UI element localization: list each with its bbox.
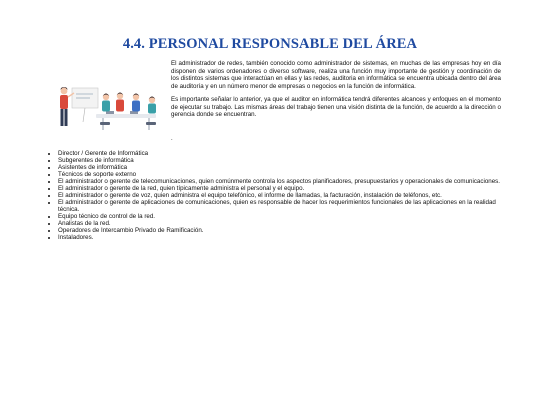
list-item: • Subgerentes de informática (58, 157, 513, 164)
team-meeting-icon (50, 82, 168, 134)
list-item: • El administrador o gerente de telecomunicaciones, quien comúnmente controla los aspectos planificadores, presupuestarios y operacionales de comunicaciones. (58, 178, 513, 185)
intro-text (171, 60, 501, 125)
personnel-list (48, 150, 513, 241)
list-item: • Director / Gerente de Informática (58, 150, 513, 157)
page-title: 4.4. PERSONAL RESPONSABLE DEL ÁREA (122, 36, 418, 52)
list-item: • Asistentes de informática (58, 164, 513, 171)
list-item: • El administrador o gerente de la red, quien típicamente administra el personal y el equipo. (58, 185, 513, 192)
intro-paragraph-2: Es importante señalar lo anterior, ya que el auditor en informática tendrá diferentes alcances y enfoques en el momento de ejecutar su trabajo. Las mismas áreas del trabajo tienen una visión distinta de la función, de acuerdo a la dirección o gerencia donde se encuentran. (171, 96, 501, 118)
list-item: • El administrador o gerente de aplicaciones de comunicaciones, quien es responsable de hacer los requerimientos funcionales de las aplicaciones en la realidad técnica. (58, 199, 513, 213)
separator-dot: . (171, 136, 173, 142)
list-item: • El administrador o gerente de voz, quien administra el equipo telefónico, el informe de llamadas, la facturación, instalación de teléfonos, etc. (58, 192, 513, 199)
list-item: • Técnicos de soporte externo (58, 171, 513, 178)
list-item: • Analistas de la red. (58, 220, 513, 227)
intro-paragraph-1: El administrador de redes, también conocido como administrador de sistemas, en muchas de las empresas hoy en día disponen de varios ordenadores o diverso software, realiza una función muy importante de gestión y coordinación de los distintos sistemas que interactúan en ellas y las redes, auditoria en informática se encuentra ubicada dentro del área de auditoría y en un número menor de empresas o negocios en la función de informática. (171, 60, 501, 90)
list-item: • Equipo técnico de control de la red. (58, 213, 513, 220)
list-item: • Operadores de Intercambio Privado de Ramificación. (58, 227, 513, 234)
list-item: • Instaladores. (58, 234, 513, 241)
